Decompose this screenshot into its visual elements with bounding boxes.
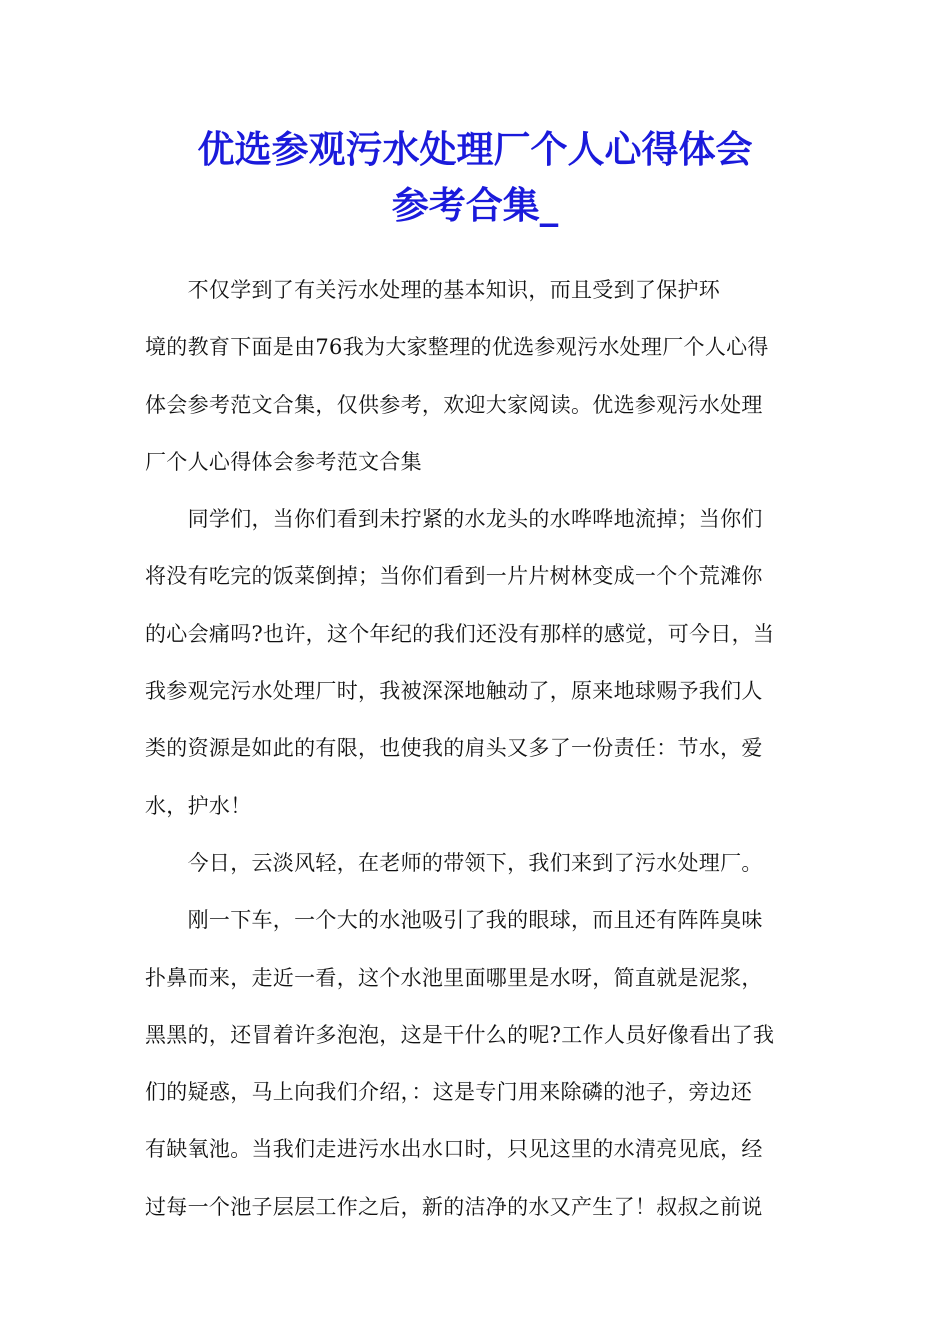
text-line: 今日，云淡风轻，在老师的带领下，我们来到了污水处理厂。 (145, 850, 763, 875)
text-line: 体会参考范文合集，仅供参考，欢迎大家阅读。优选参观污水处理 (145, 392, 763, 417)
text-line: 的心会痛吗?也许，这个年纪的我们还没有那样的感觉，可今日，当 (145, 621, 775, 646)
text-line: 水，护水！ (145, 793, 252, 818)
title-line-2: 参考合集_ (391, 184, 559, 227)
text-line: 刚一下车，一个大的水池吸引了我的眼球，而且还有阵阵臭味 (145, 908, 763, 933)
text-line: 黑黑的，还冒着许多泡泡，这是干什么的呢?工作人员好像看出了我 (145, 1022, 775, 1047)
title-line-1: 优选参观污水处理厂个人心得体会 (197, 128, 753, 171)
text-line: 我参观完污水处理厂时，我被深深地触动了，原来地球赐予我们人 (145, 679, 763, 704)
text-line: 同学们，当你们看到未拧紧的水龙头的水哗哗地流掉；当你们 (145, 507, 763, 532)
text-line: 厂个人心得体会参考范文合集 (145, 449, 422, 474)
text-line: 将没有吃完的饭菜倒掉；当你们看到一片片树林变成一个个荒滩你 (145, 564, 763, 589)
document-body (145, 262, 805, 1236)
text-line: 扑鼻而来，走近一看，这个水池里面哪里是水呀，简直就是泥浆， (145, 965, 763, 990)
text-line: 有缺氧池。当我们走进污水出水口时，只见这里的水清亮见底，经 (145, 1137, 763, 1162)
text-line: 境的教育下面是由76我为大家整理的优选参观污水处理厂个人心得 (145, 335, 769, 360)
document-title (120, 122, 830, 234)
text-line: 类的资源是如此的有限，也使我的肩头又多了一份责任：节水，爱 (145, 736, 763, 761)
text-line: 过每一个池子层层工作之后，新的洁净的水又产生了！叔叔之前说 (145, 1194, 763, 1219)
text-line: 不仅学到了有关污水处理的基本知识，而且受到了保护环 (145, 278, 721, 302)
text-line: 们的疑惑，马上向我们介绍，：这是专门用来除磷的池子，旁边还 (145, 1080, 753, 1105)
